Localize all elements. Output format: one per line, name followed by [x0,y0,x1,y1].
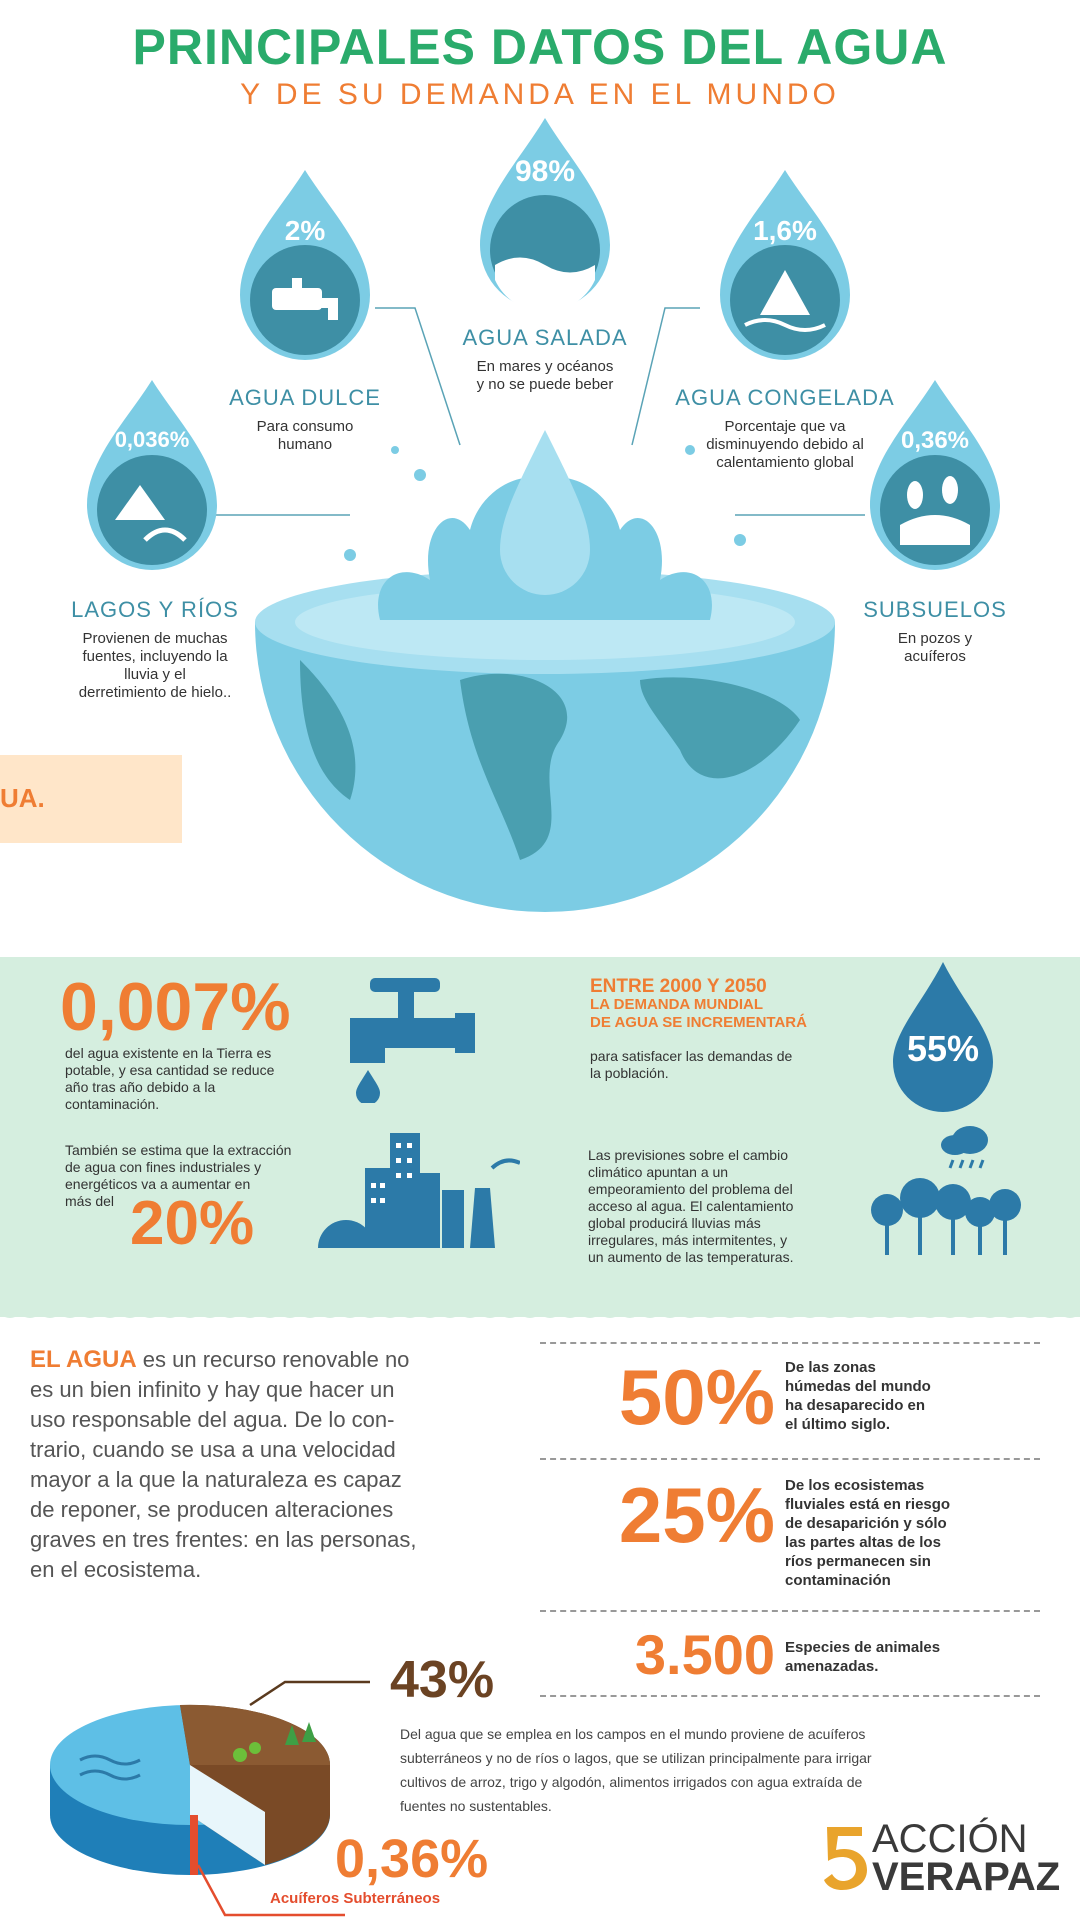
trees-rain-icon [865,1120,1025,1260]
city-industry-icon [310,1128,520,1253]
pie-text: Del agua que se emplea en los campos en el mundo proviene de acuíferos subterráneos y no de ríos o lagos, que se utilizan principalmente para irrigar cultivos de arroz, trigo y algodón, alimentos irrigados con agua extraída de fuentes no sustentables. [400,1726,872,1814]
drop-subsuelos-pct: 0,36% [900,427,970,454]
stats-divider [540,1458,1040,1460]
stat-3500-value: 3.500 [634,1623,775,1686]
drop-dulce-desc: Para consumo humano [256,418,354,453]
drop-salada-icon [480,118,610,312]
pie-small-pct: 0,36% [335,1829,489,1889]
previsiones-text: Las previsiones sobre el cambio climático apuntan a un empeoramiento del problema del acceso al agua. El calentamiento global producirá lluvias más irregulares, más intermitentes, y un aumento de las temperaturas. [588,1147,794,1265]
stats-divider [540,1342,1040,1344]
page-title: PRINCIPALES DATOS DEL AGUA [132,19,948,75]
potable-text: del agua existente en la Tierra es potable, y esa cantidad se reduce año tras año debido a la contaminación. [65,1045,275,1112]
drop-lagos-desc: Provienen de muchas fuentes, incluyendo la lluvia y el derretimiento de hielo.. [78,630,232,701]
demanda-pct: 55% [906,1028,980,1069]
extraccion-text: También se estima que la extracción de agua con fines industriales y energéticos va a aumentar en más del [65,1142,292,1209]
page-subtitle: Y DE SU DEMANDA EN EL MUNDO [240,78,840,111]
stat-25-desc: De los ecosistemas fluviales está en riesgo de desaparición y sólo las partes altas de los ríos permanecen sin contaminación [785,1477,951,1589]
pie-main-pct: 43% [390,1651,495,1709]
earth-bowl-icon [255,430,835,912]
body-paragraph: EL AGUA es un recurso renovable no es un bien infinito y hay que hacer un uso responsable del agua. De lo con- trario, cuando se usa a una velocidad mayor a la que la naturaleza es capaz de reponer, se producen alteraciones graves en tres frentes: en las personas, en el ecosistema. [30,1346,417,1582]
side-tab [0,755,182,843]
stat-25-value: 25% [618,1471,775,1559]
drop-salada-pct: 98% [514,155,576,188]
faucet-icon [330,978,480,1103]
drop-subsuelos-desc: En pozos y acuíferos [897,630,973,665]
drop-congelada-desc: Porcentaje que va disminuyendo debido al calentamiento global [706,418,864,471]
extraccion-pct: 20% [130,1189,255,1258]
logo-text: ACCIÓN VERAPAZ [872,1817,1061,1899]
demanda-heading: ENTRE 2000 Y 2050 LA DEMANDA MUNDIAL DE AGUA SE INCREMENTARÁ [590,976,807,1031]
drop-lagos-pct: 0,036% [114,427,190,452]
stat-3500-desc: Especies de animales amenazadas. [785,1639,941,1675]
drop-salada-label: AGUA SALADA [462,325,628,350]
drop-subsuelos-label: SUBSUELOS [863,597,1007,622]
stat-50-desc: De las zonas húmedas del mundo ha desaparecido en el último siglo. [785,1359,931,1433]
stats-divider [540,1610,1040,1612]
stats-divider [540,1695,1040,1697]
band-wave-edge [0,1310,1080,1324]
drop-dulce-icon [240,170,370,360]
body-lead: EL AGUA [30,1346,137,1373]
accion-verapaz-logo-icon [822,1822,872,1892]
drop-lagos-label: LAGOS Y RÍOS [71,597,239,622]
stat-50-value: 50% [618,1353,775,1441]
drop-dulce-pct: 2% [284,215,326,246]
demanda-text: para satisfacer las demandas de la población. [590,1048,793,1081]
side-tab-text: UA. [0,783,45,813]
potable-pct: 0,007% [60,969,291,1045]
drop-congelada-icon [720,170,850,360]
pie-small-label: Acuíferos Subterráneos [270,1890,441,1907]
drop-congelada-pct: 1,6% [753,215,817,246]
drop-salada-desc: En mares y océanos y no se puede beber [476,358,614,393]
drop-dulce-label: AGUA DULCE [229,385,381,410]
drop-lagos-icon [87,380,217,570]
drop-congelada-label: AGUA CONGELADA [675,385,895,410]
